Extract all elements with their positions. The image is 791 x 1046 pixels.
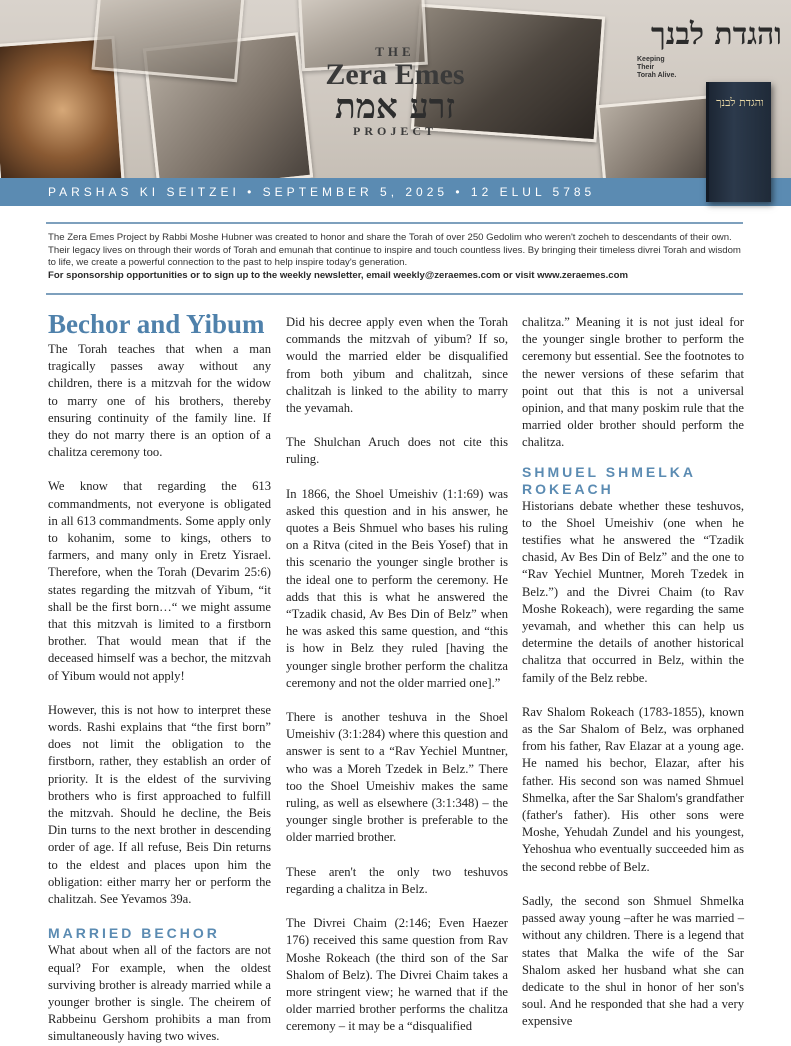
tagline-line: Keeping [637,56,665,63]
paragraph: Did his decree apply even when the Torah commands the mitzvah of yibum? If so, would the married elder be disqualified from both yibum and chalitzah, since chalitzah is linked to the ability to marry the yevamah. [286,315,508,416]
paragraph: However, this is not how to interpret these words. Rashi explains that “the first born” does not limit the obligation to the firstborn, rather, they establish an order of priority. It is the eldest of the surviving brothers who is first approached to fulfill the mitzvah. Should he decline, the Beis Din turns to the next brother in descending order of age. If all refuse, Beis Din returns to the eldest and places upon him the obligation: either marry her or perform the chalitzah. See Yevamos 39a. [48,702,271,907]
rabbi-photo-faded [92,0,245,82]
divider-bottom [46,293,743,295]
article-title: Bechor and Yibum [48,309,265,339]
paragraph: In 1866, the Shoel Umeishiv (1:1:69) was asked this question and in his answer, he quotes a Beis Shmuel who bases his ruling on a Ritva (cited in the Beis Yosef) that in this scenario the younger single brother is the ideal one to perform the ceremony. He adds that this is what he answered the “Tzadik chasid, Av Bes Din of Belz” when he was asked this same question, and “this is how in Belz they ruled [having the younger single brother perform the chalitza ceremony and not the older married one].” [286,486,508,690]
logo-hebrew: זרע אמת [335,87,455,127]
paragraph: What about when all of the factors are not equal? For example, when the oldest surviving brother is already married while a younger brother is single. The cheirem of Rabbeinu Gershom prohibits a man from simultaneously having two wives. [48,943,271,1044]
paragraph: The Shulchan Aruch does not cite this ruling. [286,435,508,467]
paragraph: Historians debate whether these teshuvos, to the Shoel Umeishiv (one when he testifies what he answered the “Tzadik chasid, Av Bes Din of Belz” and the one to “Rav Yechiel Muntner, Moreh Tzedek in Belz.”) and the Divrei Chaim (to Rav Moshe Rokeach), were regarding the same yevamah, and whether this can help us determine the details of another historical chalitza that occurred in Belz, within the family of the Belz rebbe. [522,498,744,685]
tagline-line: Torah Alive. [637,72,677,79]
subhead-shmuel-shmelka: SHMUEL SHMELKA ROKEACH [522,463,696,497]
paragraph: The Divrei Chaim (2:146; Even Haezer 176) received this same question from Rav Moshe Rokeach (the third son of the Sar Shalom of Belz). The Divrei Chaim takes a more stringent view; he warned that if the older married brother performs the chalitza ceremony – it may be a “disqualified [286,916,508,1034]
article-column-2 [286,314,508,1036]
parsha-date-text: PARSHAS KI SEITZEI • SEPTEMBER 5, 2025 • 12 ELUL 5785 [48,185,596,199]
subhead-married-bechor: MARRIED BECHOR [48,925,220,942]
paragraph: There is another teshuva in the Shoel Umeishiv (3:1:284) where this question and answer is sent to a “Rav Yechiel Muntner, who was a Moreh Tzedek in Belz.” There too the Shoel Umeishiv makes the same ruling, as well as elsewhere (3:1:348) – the younger single brother is preferable to the older married brother. [286,710,508,845]
book-tagline [637,56,697,80]
tagline-line: Their [637,64,655,71]
paragraph: Rav Shalom Rokeach (1783-1855), known as the Sar Shalom of Belz, was orphaned from his father, Rav Elazar at a young age. He named his bechor, Elazar, after his father. His second son was named Shmuel Shmelka, after the Sar Shalom's grandfather (father's father). His other sons were Moshe, Yehudah Zundel and his youngest, Yehoshua who eventually succeeded him as the second rebbe of Belz. [522,704,744,874]
paragraph: Sadly, the second son Shmuel Shmelka passed away young –after he was married – without any children. There is a legend that states that Malka the wife of the Sar Shalom asked her husband what she can dedicate to the shul in honor of her son's soul. And he responded that she had a very expensive [522,893,744,1029]
logo-name: Zera Emes [325,58,465,91]
paragraph: These aren't the only two teshuvos regarding a chalitza in Belz. [286,864,508,896]
divider-top [46,222,743,224]
book-cover-title: והגדת לבנך [716,96,764,109]
header-banner [0,0,791,178]
sponsorship-text: For sponsorship opportunities or to sign up to the weekly newsletter, email weekly@zeraemes.com or visit www.zeraemes.com [48,269,628,281]
date-strip [0,178,791,206]
article-column-1 [48,308,271,1046]
logo-project: PROJECT [352,124,437,138]
book-title-hebrew: והגדת לבנך [651,17,782,52]
paragraph: The Torah teaches that when a man tragically passes away without any children, there is a mitzvah for the widow to marry one of his brothers, thereby ensuring continuity of the family line. If they do not marry there is an option of a chalitza ceremony too. [48,342,271,460]
paragraph: We know that regarding the 613 commandments, not everyone is obligated in all 613 commandments. Some apply only to kohanim, some to kings, others to farmers, and many only in Eretz Yisrael. Therefore, when the Torah (Devarim 25:6) states regarding the mitzvah of Yibum, “it shall be the first born…“ we might assume that this mitzvah is limited to a firstborn brother. That would mean that if the deceased himself was a bechor, the mitzvah of Yibum would not apply! [48,479,271,683]
logo-the: THE [375,44,415,59]
book-cover-image [706,82,771,202]
intro-text: The Zera Emes Project by Rabbi Moshe Hubner was created to honor and share the Torah of over 250 Gedolim who weren't zocheh to descendants of their own. Their legacy lives on through their words of Torah and emunah that continue to inspire and touch countless lives. By bringing their timeless divrei Torah and wisdom to life, we create a powerful connection to the past to help inspire today's generation. [48,232,741,268]
intro-block [48,232,748,282]
zera-emes-logo [270,44,520,139]
article-column-3 [522,314,744,1031]
paragraph: chalitza.” Meaning it is not just ideal for the younger single brother to perform the ceremony but essential. See the footnotes to the newer versions of these sefarim that point out that this is not a universal opinion, and that many poskim rule that the married older brother should perform the chalitza. [522,315,744,450]
rabbi-photo-right [596,95,719,178]
